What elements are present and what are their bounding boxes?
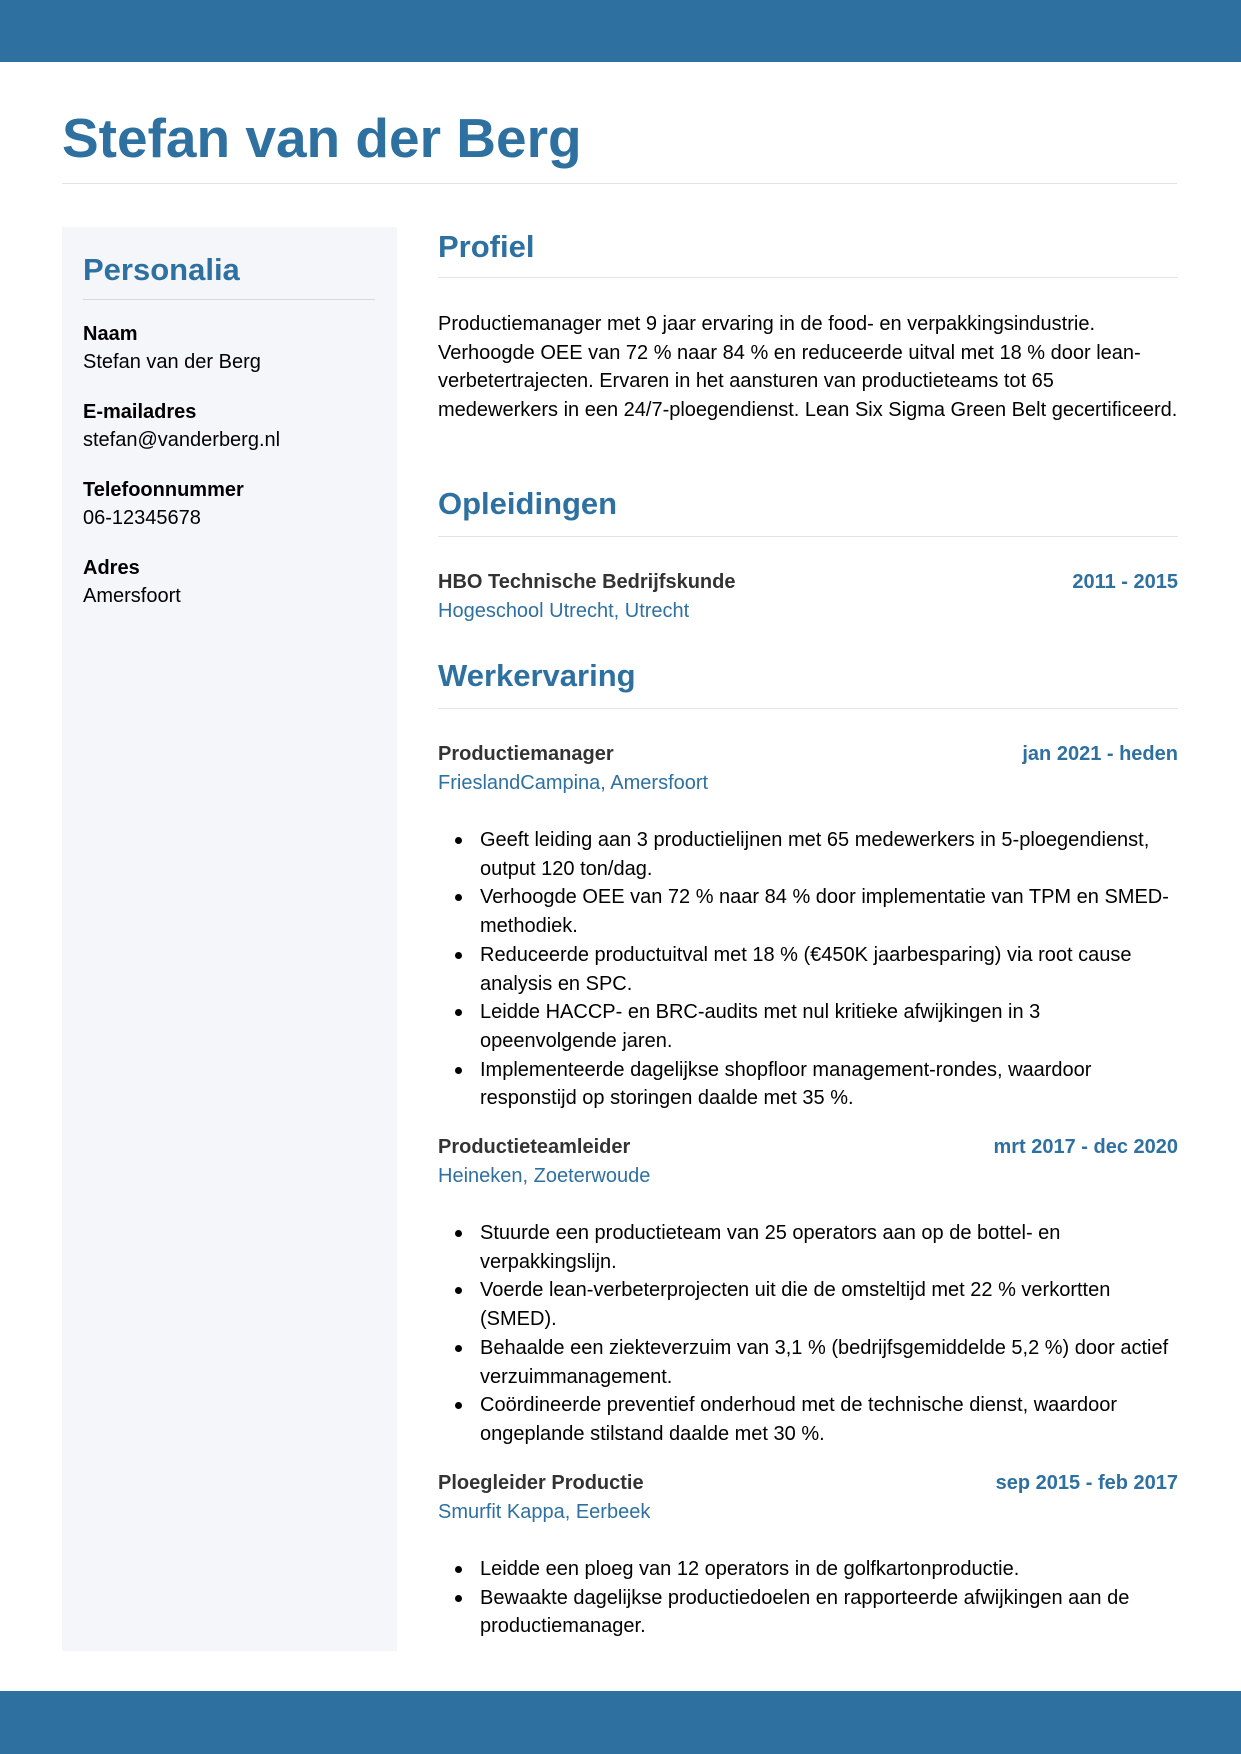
footer-bar [0, 1691, 1241, 1754]
personalia-email [83, 398, 280, 454]
bullet-text: Leidde HACCP- en BRC-audits met nul kritieke afwijkingen in 3 opeenvolgende jaren. [480, 1001, 1041, 1052]
job-date: mrt 2017 - dec 2020 [993, 1136, 1178, 1158]
field-value: 06-12345678 [83, 507, 201, 529]
list-item [438, 883, 1178, 940]
field-value: stefan@vanderberg.nl [83, 429, 281, 451]
list-item [438, 826, 1178, 883]
bullet-icon [455, 1402, 462, 1409]
bullet-text: Implementeerde dagelijkse shopfloor management-rondes, waardoor responstijd op storingen daalde met 35 %. [480, 1058, 1092, 1110]
field-value: Stefan van der Berg [83, 351, 261, 373]
education-title: HBO Technische Bedrijfskunde [438, 571, 736, 593]
bullet-text: Coördineerde preventief onderhoud met de technische dienst, waardoor ongeplande stilstand daalde met 30 %. [480, 1394, 1118, 1445]
bullet-icon [455, 1230, 462, 1237]
bullet-icon [455, 1287, 462, 1294]
job-company: Heineken, Zoeterwoude [438, 1165, 651, 1187]
personalia-address [83, 554, 181, 610]
bullet-text: Behaalde een ziekteverzuim van 3,1 % (bedrijfsgemiddelde 5,2 %) door actief verzuimmanagement. [480, 1336, 1169, 1388]
personalia-divider [83, 299, 375, 300]
job-bullets [438, 826, 1178, 1113]
werkervaring-divider [438, 708, 1178, 709]
job-entry [438, 740, 1178, 768]
education-school: Hogeschool Utrecht, Utrecht [438, 600, 690, 622]
list-item [438, 1584, 1178, 1641]
field-value: Amersfoort [83, 585, 181, 607]
bullet-text: Geeft leiding aan 3 productielijnen met 65 medewerkers in 5-ploegendienst, output 120 ton/dag. [480, 829, 1150, 880]
list-item [438, 1056, 1178, 1113]
bullet-icon [455, 1595, 462, 1602]
profiel-title: Profiel [438, 229, 535, 264]
education-date: 2011 - 2015 [1072, 571, 1178, 593]
field-label: Adres [83, 557, 140, 579]
job-date: jan 2021 - heden [1022, 743, 1178, 765]
bullet-icon [455, 837, 462, 844]
werkervaring-title: Werkervaring [438, 658, 636, 693]
bullet-text: Voerde lean-verbeterprojecten uit die de omsteltijd met 22 % verkortten (SMED). [480, 1279, 1111, 1331]
bullet-icon [455, 894, 462, 901]
bullet-icon [455, 1566, 462, 1573]
list-item [438, 1334, 1178, 1391]
list-item [438, 1555, 1178, 1584]
candidate-name: Stefan van der Berg [62, 107, 582, 169]
personalia-sidebar [62, 227, 397, 1651]
field-label: Telefoonnummer [83, 479, 244, 501]
bullet-text: Stuurde een productieteam van 25 operators aan op de bottel- en verpakkingslijn. [480, 1222, 1061, 1273]
job-title: Productieteamleider [438, 1136, 631, 1158]
bullet-text: Reduceerde productuitval met 18 % (€450K jaarbesparing) via root cause analysis en SPC. [480, 943, 1132, 995]
field-label: E-mailadres [83, 401, 197, 423]
job-bullets [438, 1555, 1178, 1641]
list-item [438, 1219, 1178, 1276]
list-item [438, 1276, 1178, 1333]
job-company: FrieslandCampina, Amersfoort [438, 772, 709, 794]
job-title: Ploegleider Productie [438, 1472, 644, 1494]
bullet-icon [455, 952, 462, 959]
field-label: Naam [83, 323, 138, 345]
list-item [438, 998, 1178, 1055]
personalia-title: Personalia [83, 252, 240, 287]
bullet-icon [455, 1067, 462, 1074]
job-entry [438, 1133, 1178, 1161]
bullet-text: Verhoogde OEE van 72 % naar 84 % door implementatie van TPM en SMED-methodiek. [480, 886, 1169, 938]
bullet-icon [455, 1345, 462, 1352]
profiel-text: Productiemanager met 9 jaar ervaring in de food- en verpakkingsindustrie. Verhoogde OEE van 72 % naar 84 % en reduceerde uitval met 18 % door lean-verbetertrajecten. Ervaren in het aansturen van productieteams tot 65 medewerkers in een 24/7-ploegendienst. Lean Six Sigma Green Belt gecertificeerd. [438, 313, 1178, 422]
header-bar [0, 0, 1241, 62]
opleidingen-divider [438, 536, 1178, 537]
opleidingen-title: Opleidingen [438, 486, 618, 521]
job-title: Productiemanager [438, 743, 614, 765]
job-company: Smurfit Kappa, Eerbeek [438, 1501, 651, 1523]
education-entry [438, 568, 1178, 596]
job-bullets [438, 1219, 1178, 1449]
job-date: sep 2015 - feb 2017 [995, 1472, 1178, 1494]
bullet-text: Leidde een ploeg van 12 operators in de golfkartonproductie. [480, 1558, 1020, 1580]
personalia-phone [83, 476, 244, 532]
bullet-icon [455, 1009, 462, 1016]
list-item [438, 1391, 1178, 1448]
list-item [438, 941, 1178, 998]
personalia-name [83, 320, 261, 376]
name-divider [62, 183, 1177, 184]
job-entry [438, 1469, 1178, 1497]
profiel-divider [438, 277, 1178, 278]
bullet-text: Bewaakte dagelijkse productiedoelen en rapporteerde afwijkingen aan de productiemanager. [480, 1586, 1130, 1638]
